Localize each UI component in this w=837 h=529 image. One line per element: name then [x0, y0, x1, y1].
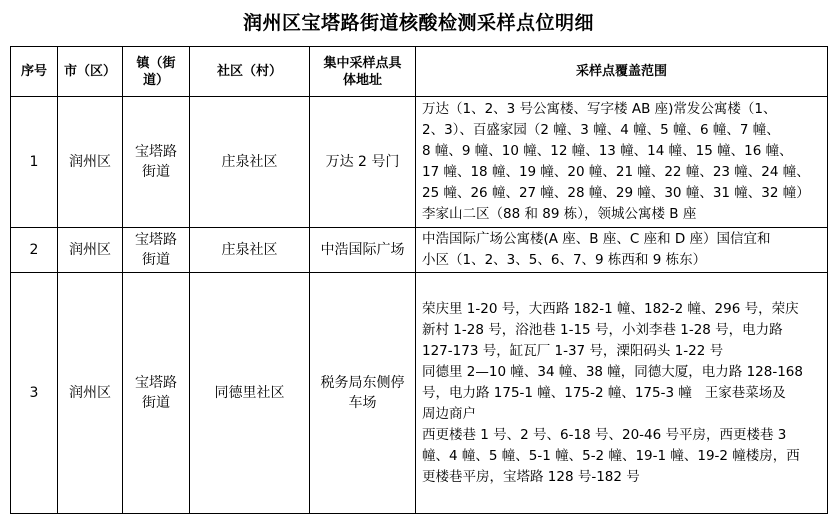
coverage-line: 同德里 2—10 幢、34 幢、38 幢，同德大厦，电力路 128-168 — [422, 363, 803, 380]
coverage-line: 李家山二区（88 和 89 栋），领城公寓楼 B 座 — [422, 206, 697, 222]
coverage-line: 荣庆里 1-20 号，大西路 182-1 幢、182-2 幢、296 号，荣庆 — [422, 300, 799, 317]
table-row — [11, 228, 828, 273]
row-city: 润州区 — [58, 273, 123, 514]
coverage-line: 西更楼巷 1 号、2 号、6-18 号、20-46 号平房，西更楼巷 3 — [422, 426, 787, 443]
row-index: 2 — [11, 228, 58, 273]
row-coverage — [416, 273, 828, 514]
row-index: 1 — [11, 97, 58, 228]
coverage-line: 中浩国际广场公寓楼(A 座、B 座、C 座和 D 座）国信宜和 — [422, 231, 771, 247]
row-town: 宝塔路街道 — [123, 273, 190, 514]
header-address: 集中采样点具体地址 — [310, 47, 416, 97]
row-address: 中浩国际广场 — [310, 228, 416, 273]
row-city: 润州区 — [58, 97, 123, 228]
row-city: 润州区 — [58, 228, 123, 273]
coverage-line: 17 幢、18 幢、19 幢、20 幢、21 幢、22 幢、23 幢、24 幢、 — [422, 164, 810, 180]
coverage-line: 8 幢、9 幢、10 幢、12 幢、13 幢、14 幢、15 幢、16 幢、 — [422, 143, 793, 159]
row-index: 3 — [11, 273, 58, 514]
row-coverage — [416, 97, 828, 228]
row-address: 税务局东侧停车场 — [310, 273, 416, 514]
row-community: 庄泉社区 — [190, 97, 310, 228]
header-city: 市（区） — [58, 47, 123, 97]
coverage-line: 更楼巷平房，宝塔路 128 号-182 号 — [422, 468, 640, 485]
header-town: 镇（街道） — [123, 47, 190, 97]
header-coverage: 采样点覆盖范围 — [416, 47, 828, 97]
row-community: 同德里社区 — [190, 273, 310, 514]
coverage-line: 周边商户 — [422, 405, 476, 422]
coverage-line: 小区（1、2、3、5、6、7、9 栋西和 9 栋东） — [422, 252, 707, 268]
coverage-line: 幢、4 幢、5 幢、5-1 幢、5-2 幢、19-1 幢、19-2 幢楼房，西 — [422, 447, 800, 464]
row-town: 宝塔路街道 — [123, 97, 190, 228]
coverage-line: 号，电力路 175-1 幢、175-2 幢、175-3 幢 王家巷菜场及 — [422, 384, 786, 401]
row-coverage — [416, 228, 828, 273]
coverage-line: 25 幢、26 幢、27 幢、28 幢、29 幢、30 幢、31 幢、32 幢） — [422, 185, 810, 201]
table-row — [11, 97, 828, 228]
row-town: 宝塔路街道 — [123, 228, 190, 273]
header-community: 社区（村） — [190, 47, 310, 97]
header-row — [11, 47, 828, 97]
coverage-line: 127-173 号，缸瓦厂 1-37 号，溧阳码头 1-22 号 — [422, 342, 724, 359]
coverage-line: 万达（1、2、3 号公寓楼、写字楼 AB 座)常发公寓楼（1、 — [422, 101, 777, 117]
coverage-line: 新村 1-28 号，浴池巷 1-15 号，小刘李巷 1-28 号，电力路 — [422, 321, 783, 338]
header-index: 序号 — [11, 47, 58, 97]
row-address: 万达 2 号门 — [310, 97, 416, 228]
page-title: 润州区宝塔路街道核酸检测采样点位明细 — [242, 12, 594, 34]
sampling-sites-table — [10, 46, 828, 514]
table-row — [11, 273, 828, 514]
coverage-line: 2、3）、百盛家园（2 幢、3 幢、4 幢、5 幢、6 幢、7 幢、 — [422, 122, 780, 138]
row-community: 庄泉社区 — [190, 228, 310, 273]
